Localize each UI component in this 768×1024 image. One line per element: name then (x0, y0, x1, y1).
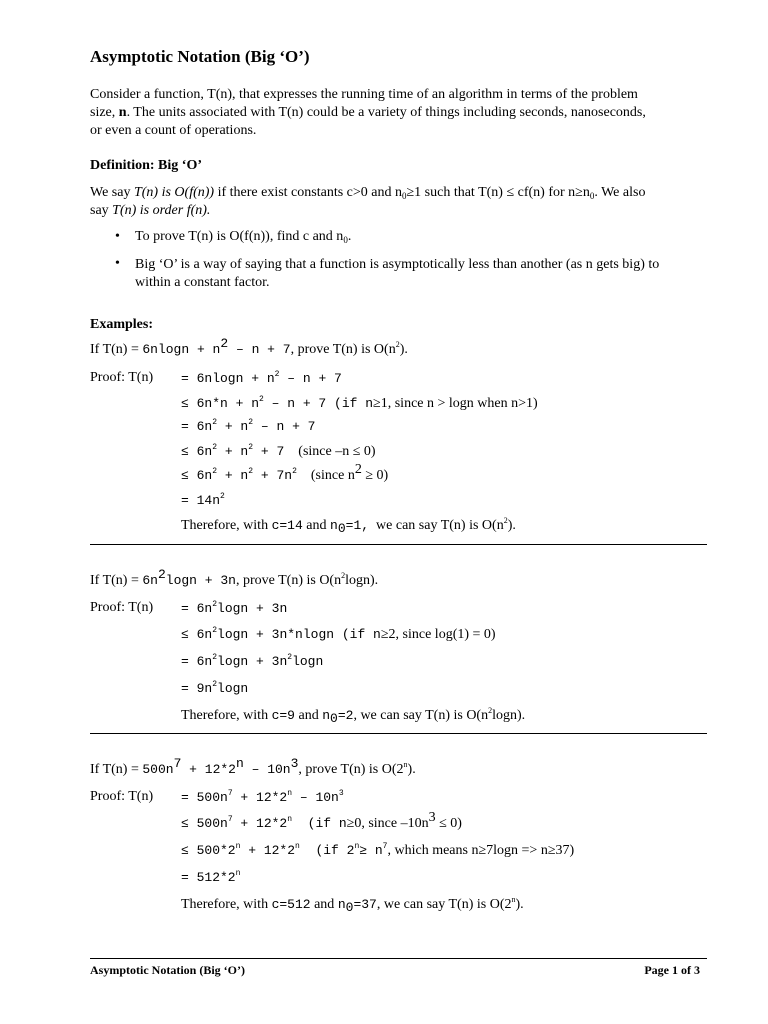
page-number: Page 1 of 3 (644, 963, 700, 977)
example-3-step-4: = $512*2^n$ (181, 869, 241, 885)
example-2-step-1: = $6n^2\log n + 3n$ (181, 600, 288, 616)
bullet-item-big-o: Big ‘O’ is a way of saying that a function is asymptotically less than another (as n gets big) to within a constant factor. (135, 257, 660, 290)
example-3-question: If $T(n) = 500n^7 + 12*2^n - 10n^3$, prove T(n) is O(2$^n$). (90, 756, 416, 777)
example-2-step-3: = $6n^2\log n + 3n^2\log n$ (181, 653, 324, 669)
section-divider (90, 733, 707, 734)
example-3-proof-label: Proof: T(n) (90, 789, 154, 804)
example-3-step-1: = $500n^7 + 12*2^n - 10n^3$ (181, 789, 344, 805)
example-3-therefore: Therefore, with c=512 and $n_0=37$, we can say T(n) is O(2$^n$). (181, 895, 524, 915)
definition-heading: Definition: Big ‘O’ (90, 158, 202, 173)
footer-title: Asymptotic Notation (Big ‘O’) (90, 963, 245, 977)
example-2-step-4: = $9n^2\log n$ (181, 680, 249, 696)
example-3-step-3: ≤ $500*2^n + 12*2^n$ (if $2^n\ge n^7$, which means n≥7logn => n≥37) (181, 842, 575, 858)
bullet-dot: • (115, 229, 120, 244)
footer-divider (90, 958, 707, 959)
intro-line-2: size, n. The units associated with T(n) could be a variety of things including seconds, nanoseconds, (90, 105, 646, 120)
example-2-therefore: Therefore, with c=9 and $n_0=2$, we can say T(n) is $O(n^2\log n)$. (181, 706, 526, 726)
example-1-step-6: = $14n^2$ (181, 492, 225, 508)
section-divider (90, 544, 707, 545)
example-1-step-2: ≤ $6n*n + n^2 - n + 7$ (if n≥1, since n > logn when n>1) (181, 395, 538, 411)
example-3-step-2: ≤ $500n^7 + 12*2^n$ (if n≥0, since $-10n^3 \le 0$) (181, 810, 462, 831)
definition-line-1: We say T(n) is O(f(n)) if there exist constants c>0 and $n_0\ge 1$ such that T(n) ≤ cf(n) for $n\ge n_0$. We also (90, 185, 646, 201)
definition-line-2: say T(n) is order f(n). (90, 203, 211, 218)
intro-line-1: Consider a function, T(n), that expresses the running time of an algorithm in terms of the problem (90, 87, 638, 102)
example-1-therefore: Therefore, with c=14 and $n_0=1$, we can say T(n) is $O(n^2)$. (181, 516, 516, 536)
example-2-step-2: ≤ $6n^2\log n + 3n*nlogn$ (if n≥2, since log(1) = 0) (181, 626, 496, 642)
page-title: Asymptotic Notation (Big ‘O’) (90, 47, 310, 66)
examples-heading: Examples: (90, 317, 153, 332)
intro-line-3: or even a count of operations. (90, 123, 257, 138)
intro-paragraph (90, 86, 700, 140)
definition-paragraph (90, 184, 700, 220)
example-2-proof-label: Proof: T(n) (90, 600, 154, 615)
example-1-step-5: ≤ $6n^2 + n^2 + 7n^2$ (since $n^2 \ge 0$) (181, 462, 389, 483)
example-1-step-4: ≤ $6n^2 + n^2 + 7$ (since –n ≤ 0) (181, 443, 376, 459)
example-1-step-1: = $6nlogn + n^2 - n + 7$ (181, 370, 342, 386)
example-1-step-3: = $6n^2 + n^2 - n + 7$ (181, 418, 316, 434)
bullet-item-prove: To prove T(n) is O(f(n)), find c and $n_0$. (135, 229, 352, 245)
example-1-proof-label: Proof: T(n) (90, 370, 154, 385)
example-2-question: If $T(n) = 6n^2\log n + 3n$, prove T(n) is $O(n^2\log n)$. (90, 567, 379, 588)
bullet-dot: • (115, 256, 120, 271)
example-1-question: If $T(n) = 6nlogn + n^2 - n + 7$, prove T(n) is $O(n^2)$. (90, 336, 408, 357)
